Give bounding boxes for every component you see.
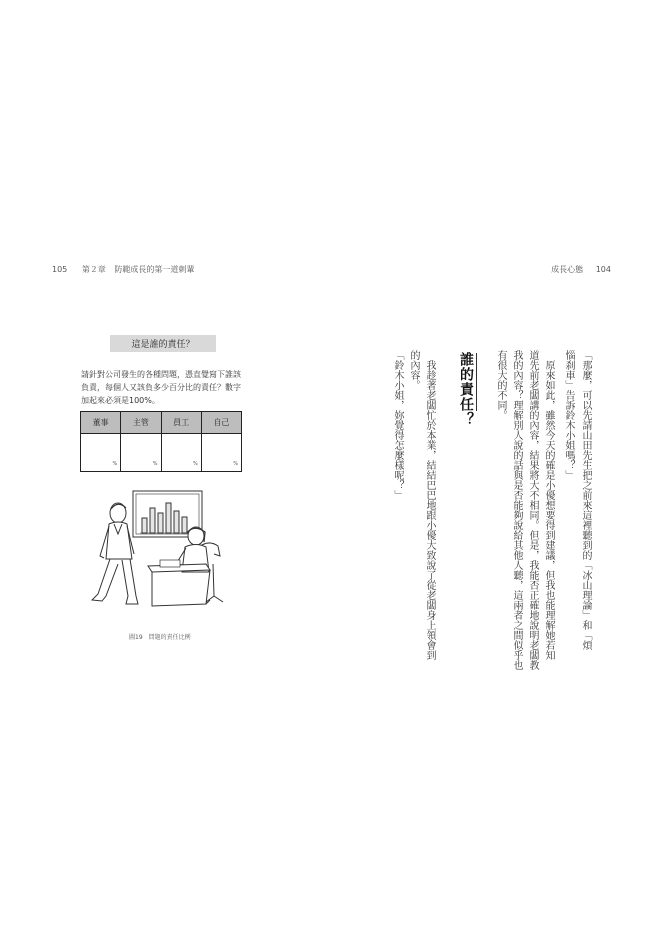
left-page-header (52, 264, 194, 275)
right-page-number: 104 (595, 265, 611, 274)
chapter-title: 防範成長的第一道刺輩 (114, 265, 195, 274)
column-header-self: 自己 (201, 412, 241, 434)
instruction-line: 負責，每個人又該負多少百分比的責任？數字 (81, 383, 241, 392)
column-header-manager: 主管 (121, 412, 161, 434)
body-text-column: 「那麼，可以先請山田先生把之前來這裡聽到的「冰山理論」和「煩 (580, 350, 591, 650)
left-page-number: 105 (52, 265, 68, 274)
percent-cell[interactable]: % (81, 434, 121, 472)
percent-cell[interactable]: % (121, 434, 161, 472)
figure-caption: 圖19 問題的責任比例 (129, 634, 191, 641)
instruction-line: 請針對公司發生的各種問題，憑直覺寫下誰該 (81, 370, 241, 379)
body-text-column: 的內容。 (408, 350, 419, 390)
percent-cell[interactable]: % (161, 434, 201, 472)
right-page-header (551, 264, 611, 275)
instruction-line: 加起來必須是100%。 (81, 396, 160, 405)
section-heading-rule (476, 353, 477, 411)
body-text-column: 「鈴木小姐，妳覺得怎麼樣呢？」 (392, 350, 403, 500)
column-header-employee: 員工 (161, 412, 201, 434)
table-row (81, 434, 242, 472)
percent-cell[interactable]: % (201, 434, 241, 472)
office-illustration (88, 484, 238, 624)
body-text-column: 惱刹車」告訴鈴木小姐嗎？」 (563, 350, 574, 480)
exercise-title: 這是誰的責任？ (110, 335, 216, 352)
responsibility-table (80, 411, 242, 472)
body-text-column: 原來如此，雖然今天的確是小優想要得到建議，但我也能理解她若知 (543, 360, 554, 660)
exercise-instructions (81, 368, 249, 407)
body-text-column: 我的內容？理解別人說的話與是否能夠說給其他人聽，這兩者之間似乎也 (511, 350, 522, 670)
desk-image (148, 560, 223, 606)
body-text-column: 道先前老闆講的內容，結果將大不相同。但是，我能否正確地說明老闆教 (527, 350, 538, 670)
body-text-column: 有很大的不同。 (495, 350, 506, 420)
section-heading: 誰的責任？ (458, 352, 474, 427)
walking-man-image (92, 503, 138, 604)
column-header-director: 董事 (81, 412, 121, 434)
book-title: 成長心態 (551, 265, 584, 274)
table-header-row (81, 412, 242, 434)
body-text-column: 我趁著老闆忙於本業，結結巴巴地跟小優大致說了從老闆身上領會到 (424, 360, 435, 660)
chapter-number: 第２章 (81, 265, 106, 274)
